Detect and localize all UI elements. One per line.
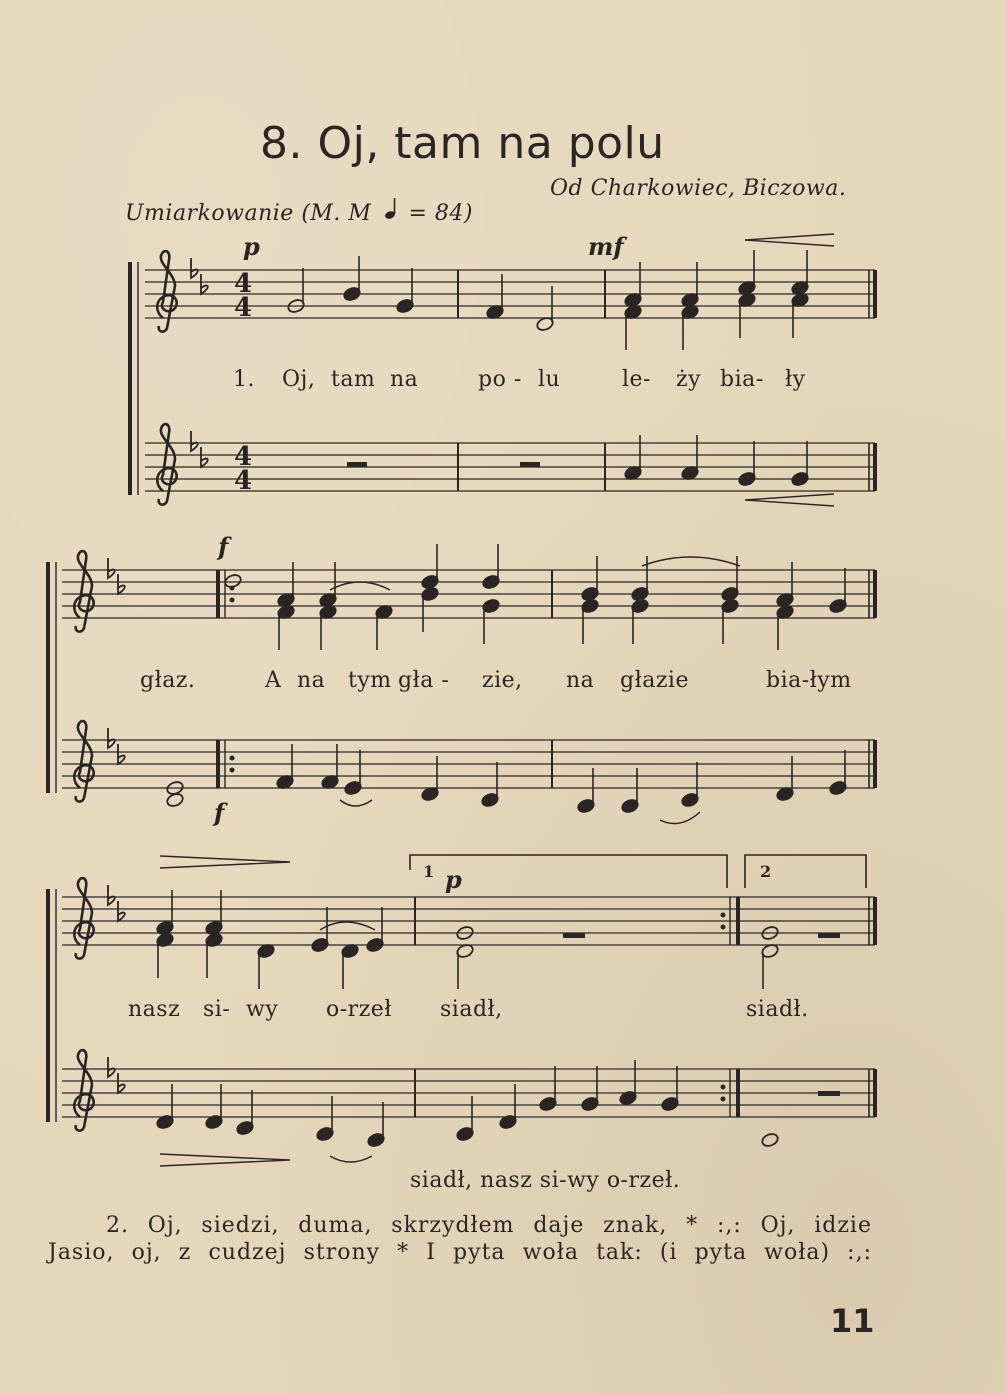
lyric-s1-7: le-: [622, 367, 651, 392]
time-signature-upper: 4: [234, 442, 253, 472]
treble-clef-icon: [157, 424, 176, 505]
lyric-s1-9: bia-: [720, 367, 764, 392]
slur: [660, 812, 700, 824]
diminuendo-hairpin: [160, 1154, 290, 1166]
song-title: 8. Oj, tam na polu: [260, 118, 665, 169]
flat-icon: [118, 1073, 125, 1093]
flat-icon: [108, 728, 115, 748]
tie: [642, 557, 740, 566]
lyric-s3-2: si-: [203, 997, 231, 1022]
repeat-dot: [230, 768, 235, 773]
treble-clef-icon: [74, 551, 93, 632]
lyric-s1-10: ły: [785, 367, 806, 392]
verse-line-1: 2. Oj, siedzi, duma, skrzydłem daje znak, * :,: Oj, idzie: [106, 1213, 872, 1238]
treble-clef-icon: [157, 251, 176, 332]
verse-line-2: Jasio, oj, z cudzej strony * I pyta woła tak: (i pyta woła) :,:: [48, 1240, 872, 1265]
time-signature-lower: 4: [234, 293, 253, 323]
lyric-s2-7: na: [566, 668, 595, 693]
second-verse: [48, 1212, 872, 1266]
treble-clef-icon: [74, 721, 93, 802]
dynamic-forte-lower: f: [214, 798, 225, 827]
half-rest: [818, 1091, 840, 1096]
diminuendo-hairpin: [160, 856, 290, 868]
dynamic-piano-ending: p: [445, 865, 462, 894]
lyric-s1-6: lu: [538, 367, 561, 392]
half-rest: [563, 933, 585, 938]
lyric-s3-3: wy: [246, 997, 279, 1022]
flat-icon: [191, 431, 198, 451]
dynamic-piano: p: [243, 232, 260, 261]
lyric-s3-6: siadł.: [746, 997, 809, 1022]
flat-icon: [108, 885, 115, 905]
flat-icon: [108, 1057, 115, 1077]
lower-voice-lyric: siadł, nasz si-wy o-rzeł.: [410, 1168, 681, 1193]
note-head: [224, 573, 243, 589]
lyric-s3-1: nasz: [128, 997, 181, 1022]
repeat-dot: [230, 756, 235, 761]
note-head: [166, 792, 185, 808]
lyric-s2-1: głaz.: [140, 668, 196, 693]
flat-icon: [108, 558, 115, 578]
treble-clef-icon: [74, 878, 93, 959]
lyric-s2-4: tym: [348, 668, 392, 693]
lyric-s2-5: gła -: [398, 668, 450, 693]
lyric-s1-5: po -: [478, 367, 522, 392]
repeat-dot: [721, 925, 726, 930]
flat-icon: [118, 574, 125, 594]
lyric-s3-5: siadł,: [440, 997, 503, 1022]
lyric-s1-2: Oj,: [282, 367, 316, 392]
song-source: Od Charkowiec, Biczowa.: [550, 176, 847, 201]
lyric-s2-9: bia-łym: [766, 668, 852, 693]
repeat-dot: [721, 1085, 726, 1090]
lyric-s2-2: A: [265, 668, 282, 693]
first-ending-bracket: [410, 855, 727, 888]
second-ending-number: 2: [760, 862, 772, 881]
lyric-s2-6: zie,: [482, 668, 523, 693]
lyric-s1-4: na: [390, 367, 419, 392]
lyric-s2-3: na: [297, 668, 326, 693]
tempo-text: Umiarkowanie (M. M: [125, 201, 372, 226]
first-ending-number: 1: [423, 862, 435, 881]
repeat-dot: [721, 1097, 726, 1102]
repeat-dot: [230, 598, 235, 603]
flat-icon: [118, 901, 125, 921]
lyric-s1-8: ży: [676, 367, 702, 392]
lyric-s1-3: tam: [331, 367, 376, 392]
flat-icon: [201, 274, 208, 294]
dynamic-forte-upper: f: [218, 532, 229, 561]
page-number: 11: [830, 1302, 875, 1340]
lyric-s1-1: 1.: [233, 367, 255, 392]
repeat-dot: [721, 913, 726, 918]
note-head: [761, 1132, 780, 1148]
time-signature-upper: 4: [234, 269, 253, 299]
crescendo-hairpin: [745, 494, 834, 506]
second-ending-bracket: [745, 855, 866, 888]
treble-clef-icon: [74, 1050, 93, 1131]
crescendo-hairpin: [745, 234, 834, 246]
tie: [330, 582, 390, 590]
lyric-s2-8: głazie: [620, 668, 689, 693]
whole-rest: [347, 462, 367, 467]
flat-icon: [118, 744, 125, 764]
flat-icon: [201, 447, 208, 467]
half-rest: [818, 933, 840, 938]
lyric-s3-4: o-rzeł: [326, 997, 392, 1022]
slur: [340, 800, 372, 806]
slur: [330, 1156, 372, 1162]
flat-icon: [191, 258, 198, 278]
time-signature-lower: 4: [234, 466, 253, 496]
slur: [320, 922, 375, 930]
whole-rest: [520, 462, 540, 467]
dynamic-mezzoforte: mf: [588, 232, 624, 261]
tempo-value: = 84): [408, 201, 473, 226]
